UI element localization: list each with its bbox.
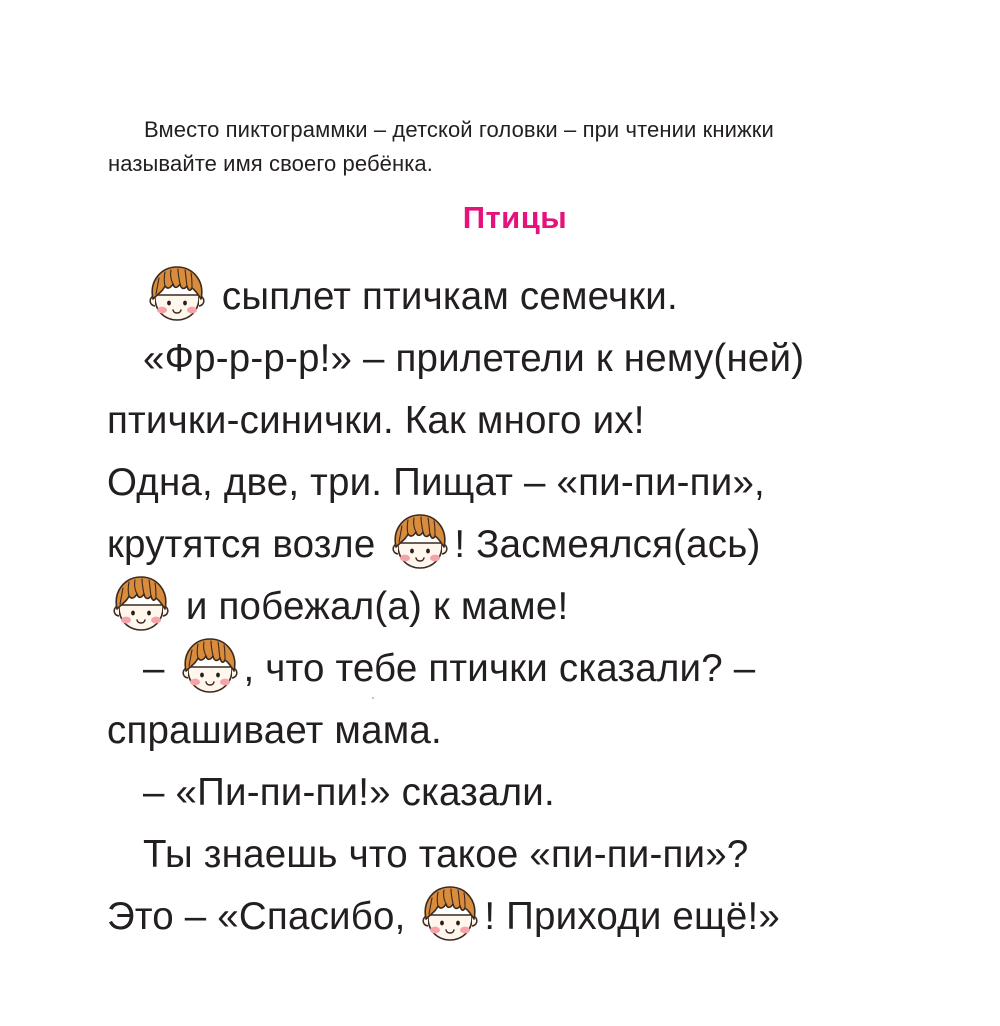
story-line-2 xyxy=(107,328,937,390)
story-line-1 xyxy=(107,266,937,328)
story-line-6 xyxy=(107,576,937,638)
story-line-2-text: «Фр-р-р-р!» – прилетели к нему(ней) xyxy=(143,337,805,380)
story-line-8-text: спрашивает мама. xyxy=(107,709,442,752)
story-line-7 xyxy=(107,638,937,700)
story-line-4 xyxy=(107,452,937,514)
story-line-5-text-b: ! Засмеялся(ась) xyxy=(454,523,761,566)
intro-line-2: называйте имя своего ребёнка. xyxy=(108,151,433,176)
story-line-3-text: птички-синички. Как много их! xyxy=(107,399,645,442)
intro-note xyxy=(108,113,928,181)
story-line-1-text: сыплет птичкам семечки. xyxy=(221,275,678,318)
story-line-9 xyxy=(107,762,937,824)
story-line-8 xyxy=(107,700,937,762)
story-text xyxy=(107,266,937,948)
story-line-10 xyxy=(107,824,937,886)
story-title: Птицы xyxy=(462,200,568,235)
story-line-11-text-a: Это – «Спасибо, xyxy=(107,895,417,938)
story-line-7-text-a: – xyxy=(143,647,176,690)
story-line-5 xyxy=(107,514,937,576)
story-line-5-text-a: крутятся возле xyxy=(107,523,387,566)
story-line-3 xyxy=(107,390,937,452)
intro-line-1: Вместо пиктограммки – детской головки – при чтении книжки xyxy=(144,117,774,142)
story-line-11 xyxy=(107,886,937,948)
story-line-9-text: – «Пи-пи-пи!» сказали. xyxy=(143,771,555,814)
print-speck xyxy=(372,697,374,699)
story-line-4-text: Одна, две, три. Пищат – «пи-пи-пи», xyxy=(107,461,765,504)
child-head-icon xyxy=(107,573,175,635)
story-line-10-text: Ты знаешь что такое «пи-пи-пи»? xyxy=(143,833,749,876)
child-head-icon xyxy=(143,263,211,325)
story-line-11-text-b: ! Приходи ещё!» xyxy=(484,895,781,938)
story-line-6-text: и побежал(а) к маме! xyxy=(185,585,569,628)
child-head-icon xyxy=(416,883,484,945)
child-head-icon xyxy=(176,635,244,697)
child-head-icon xyxy=(386,511,454,573)
story-line-7-text-b: , что тебе птички сказали? – xyxy=(243,647,756,690)
